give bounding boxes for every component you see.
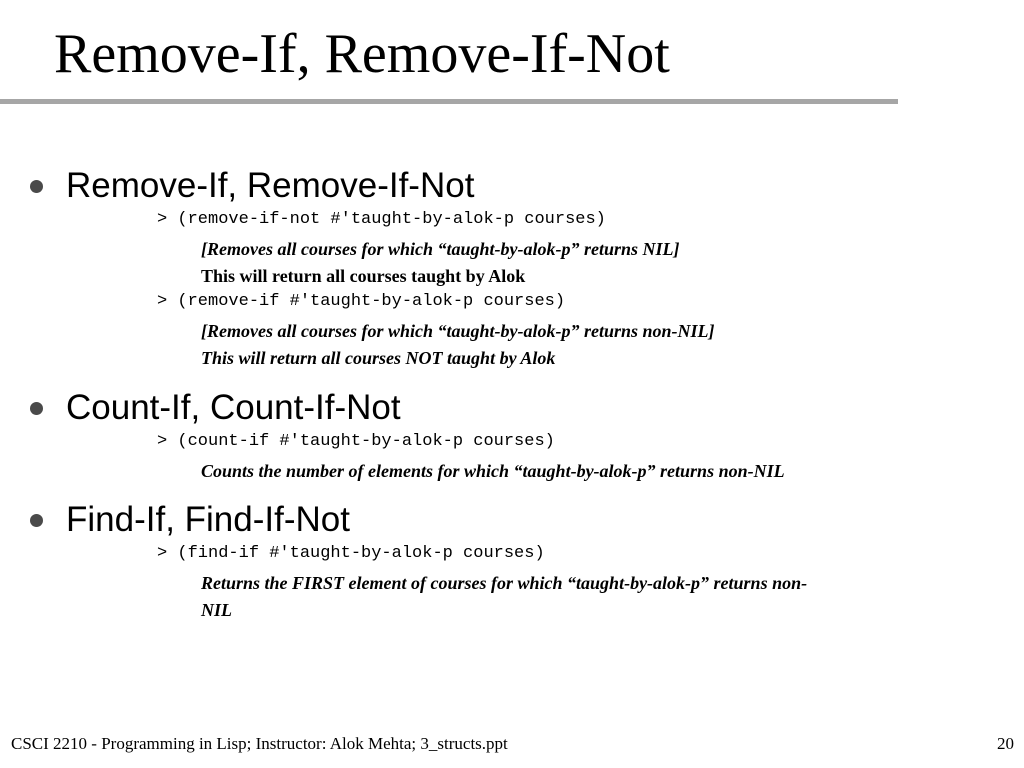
- bullet-heading-count: Count-If, Count-If-Not: [66, 388, 401, 427]
- bullet-icon: [30, 402, 43, 415]
- note-remove-if-not-result: This will return all courses taught by Alok: [201, 266, 526, 286]
- bullet-icon: [30, 514, 43, 527]
- slide-title: Remove-If, Remove-If-Not: [54, 23, 670, 85]
- note-remove-if-not-explanation: [Removes all courses for which “taught-by-alok-p” returns NIL]: [201, 239, 680, 259]
- footer-course-info: CSCI 2210 - Programming in Lisp; Instructor: Alok Mehta; 3_structs.ppt: [11, 734, 508, 753]
- code-line-remove-if: > (remove-if #'taught-by-alok-p courses): [157, 292, 566, 311]
- bullet-heading-remove: Remove-If, Remove-If-Not: [66, 166, 475, 205]
- note-remove-if-result: This will return all courses NOT taught by Alok: [201, 348, 556, 368]
- bullet-heading-find: Find-If, Find-If-Not: [66, 500, 350, 539]
- note-find-if-continuation: NIL: [201, 600, 232, 620]
- code-line-remove-if-not: > (remove-if-not #'taught-by-alok-p courses): [157, 210, 606, 229]
- slide-number: 20: [997, 734, 1014, 753]
- code-line-count-if: > (count-if #'taught-by-alok-p courses): [157, 432, 555, 451]
- note-find-if-explanation: Returns the FIRST element of courses for which “taught-by-alok-p” returns non-: [201, 573, 808, 593]
- bullet-icon: [30, 180, 43, 193]
- code-line-find-if: > (find-if #'taught-by-alok-p courses): [157, 544, 545, 563]
- note-count-if-explanation: Counts the number of elements for which “taught-by-alok-p” returns non-NIL: [201, 461, 785, 481]
- note-remove-if-explanation: [Removes all courses for which “taught-by-alok-p” returns non-NIL]: [201, 321, 715, 341]
- title-divider: [0, 99, 898, 104]
